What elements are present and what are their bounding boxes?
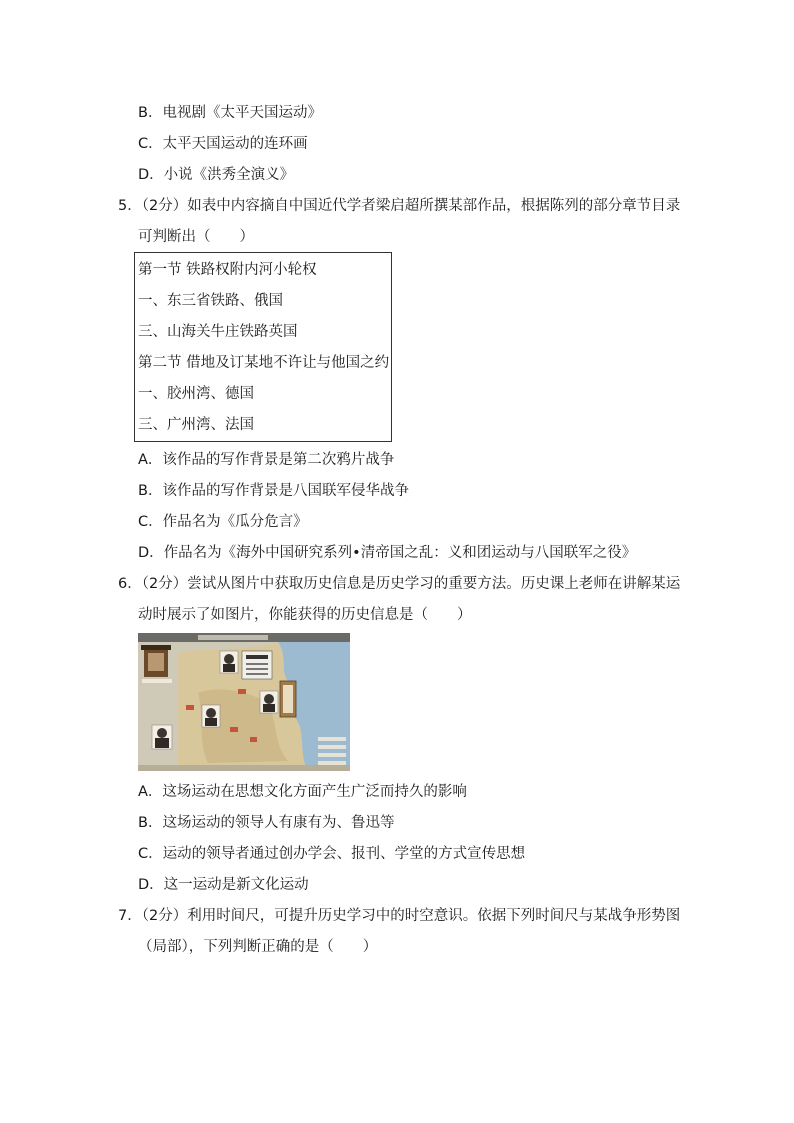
q6-stem-line1: 6．（2分）尝试从图片中获取历史信息是历史学习的重要方法。历史课上老师在讲解某运 <box>118 576 681 592</box>
q6-option-d: D．这一运动是新文化运动 <box>138 877 309 893</box>
toc-row: 一、胶州湾、德国 <box>138 386 254 402</box>
q5-option-b: B．该作品的写作背景是八国联军侵华战争 <box>138 483 409 499</box>
q7-stem-line2: （局部），下列判断正确的是（ ） <box>138 939 378 955</box>
q6-option-a: A．这场运动在思想文化方面产生广泛而持久的影响 <box>138 784 467 800</box>
q4-option-c: C．太平天国运动的连环画 <box>138 136 308 152</box>
q6-stem-line2: 动时展示了如图片，你能获得的历史信息是（ ） <box>138 607 472 623</box>
q5-option-c: C．作品名为《瓜分危言》 <box>138 514 308 530</box>
toc-row: 三、山海关牛庄铁路英国 <box>138 324 298 340</box>
q7-stem-line1: 7．（2分）利用时间尺，可提升历史学习中的时空意识。依据下列时间尺与某战争形势图 <box>118 908 681 924</box>
q5-stem-line1: 5．（2分）如表中内容摘自中国近代学者梁启超所撰某部作品，根据陈列的部分章节目录 <box>118 198 681 214</box>
q4-option-b: B．电视剧《太平天国运动》 <box>138 105 322 121</box>
q6-option-c: C．运动的领导者通过创办学会、报刊、学堂的方式宣传思想 <box>138 846 526 862</box>
q6-historical-map-photo <box>138 633 350 771</box>
toc-row: 一、东三省铁路、俄国 <box>138 293 283 309</box>
q6-option-b: B．这场运动的领导人有康有为、鲁迅等 <box>138 815 395 831</box>
toc-row: 三、广州湾、法国 <box>138 417 254 433</box>
q5-stem-line2: 可判断出（ ） <box>138 229 254 245</box>
toc-row: 第一节 铁路权附内河小轮权 <box>138 262 317 278</box>
q5-option-d: D．作品名为《海外中国研究系列•清帝国之乱：义和团运动与八国联军之役》 <box>138 545 637 561</box>
toc-row: 第二节 借地及订某地不许让与他国之约 <box>138 355 390 371</box>
q4-option-d: D．小说《洪秀全演义》 <box>138 167 295 183</box>
q5-option-a: A．该作品的写作背景是第二次鸦片战争 <box>138 452 395 468</box>
q5-table-of-contents <box>134 252 392 442</box>
